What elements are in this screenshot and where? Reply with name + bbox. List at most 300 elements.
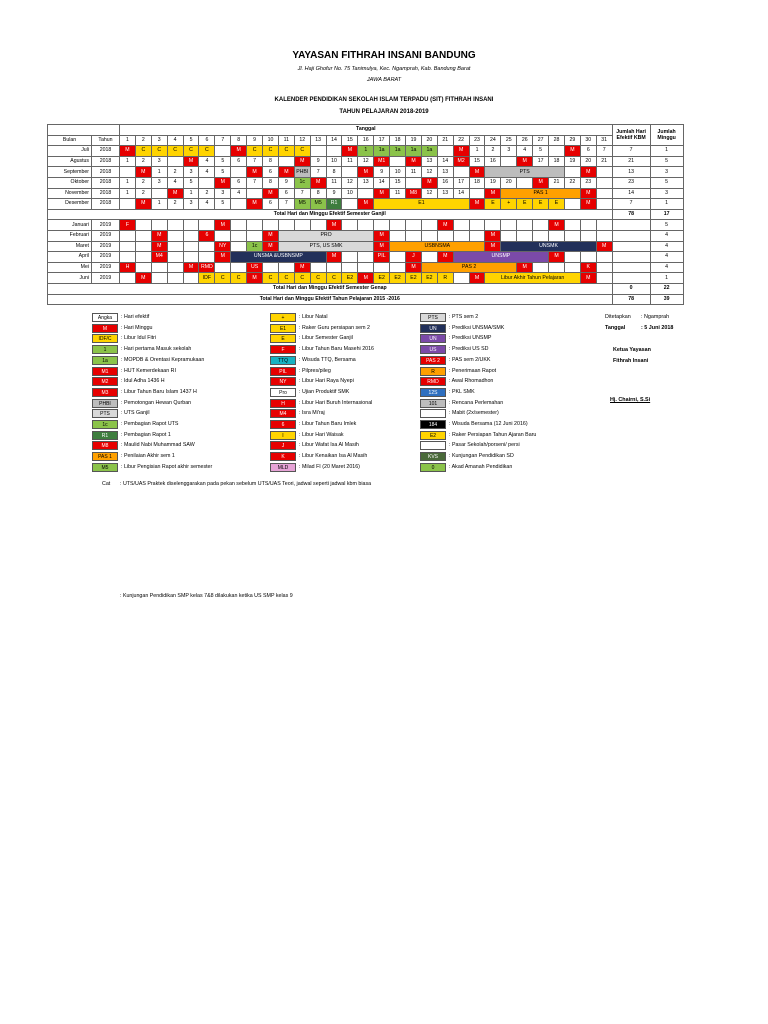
legend-text: : Libur Hari Buruh Internasional	[299, 399, 373, 406]
day-cell	[342, 262, 358, 273]
year-cell: 2019	[92, 273, 120, 284]
weeks-cell: 3	[650, 188, 683, 199]
signer-name: Hj. Chairni, S.Si	[610, 397, 651, 403]
day-cell	[120, 241, 136, 252]
day-cell	[549, 146, 565, 157]
legend-swatch: +	[270, 313, 296, 322]
weeks-cell: 4	[650, 241, 683, 252]
day-cell: M	[406, 262, 422, 273]
year-cell: 2018	[92, 167, 120, 178]
legend-text: : Kunjungan Pendidikan SD	[449, 453, 514, 460]
kbm-cell	[612, 273, 650, 284]
event-banner: UNSMA &USBNSMP	[231, 252, 326, 263]
day-cell: H	[120, 262, 136, 273]
day-header: 25	[501, 135, 517, 146]
day-cell: 2	[485, 146, 501, 157]
legend-swatch: 1a	[92, 356, 118, 365]
day-cell	[580, 220, 596, 231]
day-cell: 1	[151, 167, 167, 178]
day-cell: M4	[151, 252, 167, 263]
day-cell: M	[215, 252, 231, 263]
kbm-cell: 7	[612, 199, 650, 210]
day-cell	[517, 177, 533, 188]
day-cell	[167, 220, 183, 231]
day-cell	[183, 220, 199, 231]
day-cell: 12	[358, 156, 374, 167]
weeks-cell: 5	[650, 177, 683, 188]
day-cell: E	[533, 199, 549, 210]
legend-text: : MOPDB & Orentasi Kepramukaan	[121, 356, 205, 363]
day-cell: M1	[374, 156, 390, 167]
day-cell	[278, 156, 294, 167]
legend-swatch: F	[270, 345, 296, 354]
day-cell	[310, 220, 326, 231]
day-cell: 9	[310, 156, 326, 167]
day-header: 24	[485, 135, 501, 146]
legend-swatch: M4	[270, 409, 296, 418]
year-cell: 2019	[92, 262, 120, 273]
day-cell	[453, 273, 469, 284]
day-header: 13	[310, 135, 326, 146]
day-cell: 8	[263, 156, 279, 167]
day-cell: 21	[596, 156, 612, 167]
day-cell: M	[580, 273, 596, 284]
calendar-title: KALENDER PENDIDIKAN SEKOLAH ISLAM TERPADU (SIT) FITHRAH INSANI	[274, 97, 494, 103]
day-cell: 3	[501, 146, 517, 157]
day-cell: M	[247, 199, 263, 210]
day-cell: 18	[549, 156, 565, 167]
month-label: April	[48, 252, 92, 263]
day-cell	[342, 199, 358, 210]
weeks-cell: 1	[650, 146, 683, 157]
legend-swatch: I	[270, 431, 296, 440]
day-cell: 21	[549, 177, 565, 188]
day-cell	[342, 252, 358, 263]
legend-swatch: M3	[92, 388, 118, 397]
tahun-header: Tahun	[92, 135, 120, 146]
day-cell	[342, 220, 358, 231]
day-cell	[326, 262, 342, 273]
bulan-header: Bulan	[48, 135, 92, 146]
kbm-cell	[612, 262, 650, 273]
day-cell: M	[215, 177, 231, 188]
month-row	[48, 241, 684, 252]
total-weeks: 17	[650, 209, 683, 220]
day-cell: 23	[580, 177, 596, 188]
day-cell: M	[263, 241, 279, 252]
day-cell: J	[406, 252, 422, 263]
day-cell: E	[549, 199, 565, 210]
day-cell	[183, 252, 199, 263]
day-cell: 3	[151, 177, 167, 188]
day-cell: M	[135, 199, 151, 210]
day-cell: 11	[342, 156, 358, 167]
legend-swatch: Angka	[92, 313, 118, 322]
day-cell: +	[501, 199, 517, 210]
month-row	[48, 220, 684, 231]
legend-text: : Awal Rhomadhon	[449, 378, 494, 385]
day-cell: M	[485, 230, 501, 241]
year-cell: 2018	[92, 188, 120, 199]
day-header: 2	[135, 135, 151, 146]
day-cell: C	[215, 273, 231, 284]
legend-swatch: KVS	[420, 452, 446, 461]
day-cell	[167, 262, 183, 273]
legend-text: : Hari pertama Masuk sekolah	[121, 346, 192, 353]
day-cell: 10	[326, 156, 342, 167]
year-cell: 2018	[92, 146, 120, 157]
day-cell	[199, 241, 215, 252]
legend-text: : PKL SMK	[449, 388, 475, 395]
day-cell: M	[580, 167, 596, 178]
day-cell: 5	[215, 156, 231, 167]
legend-text: : Rencana Perlemahan	[449, 399, 504, 406]
day-cell	[564, 262, 580, 273]
legend-text: : Prediksi UNSMA/SMK	[449, 324, 505, 331]
day-cell: 2	[167, 199, 183, 210]
day-cell: M	[183, 156, 199, 167]
year-cell: 2018	[92, 177, 120, 188]
legend-swatch: R	[420, 367, 446, 376]
day-header: 9	[247, 135, 263, 146]
day-cell	[437, 146, 453, 157]
day-cell	[294, 220, 310, 231]
day-cell	[263, 262, 279, 273]
day-cell: 2	[135, 188, 151, 199]
legend-text: : Isra Mi'raj	[299, 410, 325, 417]
legend-text: : Hari Minggu	[121, 324, 153, 331]
legend-text: : Pemotongan Hewan Qurban	[121, 399, 192, 406]
day-cell: M	[564, 146, 580, 157]
day-cell	[167, 230, 183, 241]
day-cell	[374, 220, 390, 231]
day-cell: 15	[390, 177, 406, 188]
kbm-cell	[612, 220, 650, 231]
day-cell	[167, 241, 183, 252]
weeks-cell: 4	[650, 230, 683, 241]
event-banner: PTS, US SMK	[278, 241, 373, 252]
day-cell	[326, 146, 342, 157]
day-cell: E2	[374, 273, 390, 284]
day-cell: 7	[278, 199, 294, 210]
legend-swatch: PTS	[92, 409, 118, 418]
legend-swatch: Pro	[270, 388, 296, 397]
tanggal-value: : 5 Juni 2018	[641, 325, 674, 331]
day-cell: M	[231, 146, 247, 157]
day-cell	[358, 188, 374, 199]
day-header: 30	[580, 135, 596, 146]
day-cell	[596, 177, 612, 188]
day-cell: M	[358, 273, 374, 284]
day-cell	[215, 262, 231, 273]
legend-swatch: 184	[420, 420, 446, 429]
day-cell: M	[517, 156, 533, 167]
kbm-cell: 7	[612, 146, 650, 157]
day-cell: M	[358, 199, 374, 210]
day-cell: C	[294, 273, 310, 284]
day-cell: 13	[358, 177, 374, 188]
day-cell	[469, 220, 485, 231]
day-cell: M	[342, 146, 358, 157]
legend-swatch: J	[270, 441, 296, 450]
month-row	[48, 262, 684, 273]
day-cell	[517, 230, 533, 241]
day-cell	[453, 167, 469, 178]
day-header: 20	[421, 135, 437, 146]
event-banner: PTS	[485, 167, 564, 178]
day-cell	[580, 230, 596, 241]
day-cell: 1a	[406, 146, 422, 157]
day-cell: 10	[390, 167, 406, 178]
day-cell	[342, 167, 358, 178]
day-cell: R	[437, 273, 453, 284]
day-cell	[501, 156, 517, 167]
legend-text: : Pembagian Rapot 1	[121, 431, 171, 438]
legend-swatch: 0	[420, 463, 446, 472]
month-row	[48, 230, 684, 241]
day-cell: C	[199, 146, 215, 157]
ditetapkan-value: : Ngamprah	[641, 314, 670, 320]
day-cell: 2	[135, 177, 151, 188]
day-cell	[231, 230, 247, 241]
day-cell	[135, 252, 151, 263]
day-cell: M	[485, 241, 501, 252]
day-cell: M	[294, 262, 310, 273]
day-cell: C	[294, 146, 310, 157]
day-header: 14	[326, 135, 342, 146]
day-cell: C	[151, 146, 167, 157]
day-cell: M	[358, 167, 374, 178]
day-cell	[421, 230, 437, 241]
day-header: 17	[374, 135, 390, 146]
day-cell: 6	[231, 156, 247, 167]
legend-text: : Mabit (2x/semester)	[449, 410, 499, 417]
legend-swatch: US	[420, 345, 446, 354]
day-cell	[231, 220, 247, 231]
day-cell	[310, 146, 326, 157]
legend-swatch: PAS 2	[420, 356, 446, 365]
day-cell	[135, 241, 151, 252]
day-cell: 5	[215, 167, 231, 178]
day-cell: C	[278, 273, 294, 284]
day-cell: 8	[326, 167, 342, 178]
month-row	[48, 273, 684, 284]
total-weeks: 39	[650, 294, 683, 305]
day-cell: 14	[374, 177, 390, 188]
day-cell	[231, 167, 247, 178]
day-cell: M5	[294, 199, 310, 210]
day-cell: C	[310, 273, 326, 284]
day-cell: M	[151, 230, 167, 241]
org-region: JAWA BARAT	[366, 77, 402, 83]
day-cell	[358, 252, 374, 263]
day-cell: 22	[564, 177, 580, 188]
day-cell: M	[374, 188, 390, 199]
day-cell: C	[247, 146, 263, 157]
day-cell	[135, 220, 151, 231]
day-cell	[406, 177, 422, 188]
month-label: November	[48, 188, 92, 199]
day-cell: M	[533, 177, 549, 188]
day-cell: 1	[120, 156, 136, 167]
kbm-cell	[612, 252, 650, 263]
day-header: 16	[358, 135, 374, 146]
day-cell: 2	[199, 188, 215, 199]
day-cell: M	[326, 220, 342, 231]
day-cell	[183, 230, 199, 241]
month-label: Juli	[48, 146, 92, 157]
month-label: Desember	[48, 199, 92, 210]
day-header: 1	[120, 135, 136, 146]
day-cell: 5	[533, 146, 549, 157]
day-cell: 1	[120, 177, 136, 188]
kbm-cell: 14	[612, 188, 650, 199]
legend-swatch: M	[92, 324, 118, 333]
day-cell	[199, 252, 215, 263]
day-cell: 6	[263, 199, 279, 210]
month-label: September	[48, 167, 92, 178]
legend-text: : Penilaian Akhir sem 1	[121, 453, 175, 460]
org-title: YAYASAN FITHRAH INSANI BANDUNG	[292, 50, 476, 61]
day-cell	[374, 262, 390, 273]
day-cell: 3	[183, 199, 199, 210]
day-header: 27	[533, 135, 549, 146]
day-cell: M	[263, 230, 279, 241]
day-cell: M	[596, 241, 612, 252]
weeks-cell: 4	[650, 262, 683, 273]
day-cell: C	[263, 273, 279, 284]
day-cell	[167, 252, 183, 263]
day-cell	[453, 220, 469, 231]
day-cell: 4	[199, 156, 215, 167]
day-cell	[596, 167, 612, 178]
legend-swatch: TTQ	[270, 356, 296, 365]
day-cell: 7	[294, 188, 310, 199]
day-cell: 5	[183, 177, 199, 188]
kbm-cell: 13	[612, 167, 650, 178]
legend-swatch: PHBI	[92, 399, 118, 408]
legend-swatch: IDF/C	[92, 334, 118, 343]
legend-text: : Pembagian Rapot UTS	[121, 421, 179, 427]
day-cell: M	[263, 188, 279, 199]
day-cell	[564, 252, 580, 263]
day-cell: 6	[199, 230, 215, 241]
day-cell	[151, 188, 167, 199]
legend-text: : HUT Kemerdekaan RI	[121, 367, 176, 374]
day-cell: 16	[437, 177, 453, 188]
day-cell	[390, 252, 406, 263]
day-cell: 12	[421, 188, 437, 199]
legend-text: : Raker Persiapan Tahun Ajaran Baru	[449, 431, 537, 438]
day-header: 26	[517, 135, 533, 146]
total-row	[48, 283, 684, 294]
legend-swatch: M8	[92, 441, 118, 450]
header-blank	[48, 125, 120, 136]
day-header: 28	[549, 135, 565, 146]
day-cell	[183, 241, 199, 252]
legend-swatch: M5	[92, 463, 118, 472]
weeks-cell: 1	[650, 273, 683, 284]
legend-swatch: PIL	[270, 367, 296, 376]
day-cell: M2	[453, 156, 469, 167]
kbm-cell	[612, 241, 650, 252]
day-cell: 19	[485, 177, 501, 188]
day-cell	[453, 230, 469, 241]
day-header: 31	[596, 135, 612, 146]
weeks-cell: 1	[650, 199, 683, 210]
day-cell: C	[263, 146, 279, 157]
kbm-cell: 23	[612, 177, 650, 188]
day-cell	[596, 220, 612, 231]
day-cell	[183, 273, 199, 284]
day-cell	[533, 220, 549, 231]
day-cell: M	[310, 177, 326, 188]
legend-text: : Raker Guru persiapan sem 2	[299, 324, 370, 331]
legend-text: : Libur Pengisian Rapot akhir semester	[121, 463, 213, 470]
day-cell: RMD	[199, 262, 215, 273]
day-cell: 5	[215, 199, 231, 210]
day-cell	[358, 220, 374, 231]
day-cell: 1	[358, 146, 374, 157]
total-row	[48, 294, 684, 305]
day-cell	[501, 220, 517, 231]
day-cell: NY	[215, 241, 231, 252]
day-cell: 8	[310, 188, 326, 199]
day-cell: 18	[469, 177, 485, 188]
year-cell: 2018	[92, 199, 120, 210]
day-cell: E2	[342, 273, 358, 284]
month-label: Januari	[48, 220, 92, 231]
legend-swatch: UN	[420, 324, 446, 333]
month-label: Agustus	[48, 156, 92, 167]
day-header: 10	[263, 135, 279, 146]
day-header: 18	[390, 135, 406, 146]
day-cell	[549, 262, 565, 273]
day-cell: M	[247, 273, 263, 284]
day-cell: C	[167, 146, 183, 157]
day-cell: E2	[406, 273, 422, 284]
legend-swatch: PAS 1	[92, 452, 118, 461]
day-cell	[469, 230, 485, 241]
day-cell: 13	[437, 167, 453, 178]
year-cell: 2019	[92, 220, 120, 231]
day-cell: M	[549, 220, 565, 231]
day-cell	[215, 230, 231, 241]
total-label: Total Hari dan Minggu Efektif Semester Genap	[48, 283, 613, 294]
legend-text: : Idul Adha 1436 H	[121, 378, 165, 385]
event-banner: USBNSMA	[390, 241, 485, 252]
day-cell: 3	[215, 188, 231, 199]
legend-swatch: H	[270, 399, 296, 408]
day-cell: M	[167, 188, 183, 199]
day-cell	[231, 241, 247, 252]
legend-text: : Ujian Produktif SMK	[299, 388, 350, 395]
legend-text: : Prediksi UNSMP	[449, 335, 492, 342]
day-cell	[310, 262, 326, 273]
day-cell	[596, 230, 612, 241]
day-cell	[421, 252, 437, 263]
month-label: Maret	[48, 241, 92, 252]
calendar-subtitle: TAHUN PELAJARAN 2018-2019	[339, 109, 429, 115]
legend-text: : PAS sem 2/UKK	[449, 356, 491, 363]
legend-swatch: NY	[270, 377, 296, 386]
day-cell: 20	[501, 177, 517, 188]
day-cell: R1	[326, 199, 342, 210]
day-cell	[517, 220, 533, 231]
day-cell: M	[437, 220, 453, 231]
day-cell: 17	[533, 156, 549, 167]
day-header: 12	[294, 135, 310, 146]
